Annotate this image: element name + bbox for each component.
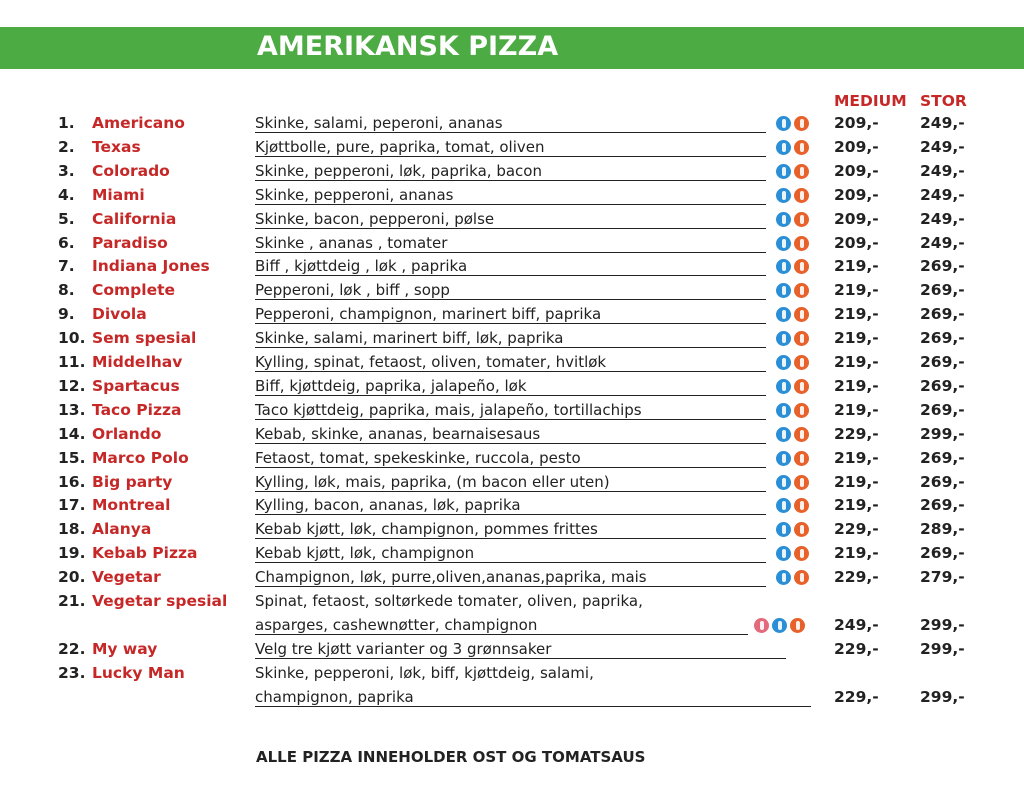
allergen-orange-icon xyxy=(794,498,809,513)
allergen-icons xyxy=(776,427,809,442)
price-stor: 269,- xyxy=(920,401,965,419)
footer-note: ALLE PIZZA INNEHOLDER OST OG TOMATSAUS xyxy=(256,748,646,766)
menu-item xyxy=(0,114,1024,138)
allergen-icons xyxy=(776,522,809,537)
allergen-blue-icon xyxy=(776,259,791,274)
price-medium: 209,- xyxy=(834,234,879,252)
item-description: Champignon, løk, purre,oliven,ananas,paprika, mais xyxy=(255,568,766,587)
menu-item-vegetar-spesial xyxy=(0,592,1024,616)
menu-item-lucky-man-line-2 xyxy=(0,688,1024,712)
item-name: My way xyxy=(92,640,158,658)
item-number: 4. xyxy=(58,186,75,204)
price-stor: 299,- xyxy=(920,640,965,658)
price-medium: 219,- xyxy=(834,473,879,491)
item-number: 8. xyxy=(58,281,75,299)
item-description: Skinke, salami, marinert biff, løk, paprika xyxy=(255,329,766,348)
menu-item xyxy=(0,353,1024,377)
title-banner xyxy=(0,27,1024,69)
item-number: 11. xyxy=(58,353,86,371)
item-description-line-2: champignon, paprika xyxy=(255,688,811,707)
item-name: Big party xyxy=(92,473,173,491)
item-description: Fetaost, tomat, spekeskinke, ruccola, pesto xyxy=(255,449,766,468)
allergen-orange-icon xyxy=(794,212,809,227)
price-medium: 219,- xyxy=(834,329,879,347)
allergen-orange-icon xyxy=(794,283,809,298)
price-medium: 209,- xyxy=(834,186,879,204)
item-description: Taco kjøttdeig, paprika, mais, jalapeño, tortillachips xyxy=(255,401,766,420)
price-medium: 219,- xyxy=(834,305,879,323)
item-number: 13. xyxy=(58,401,86,419)
item-name: Middelhav xyxy=(92,353,183,371)
allergen-orange-icon xyxy=(794,164,809,179)
item-description: Pepperoni, løk , biff , sopp xyxy=(255,281,766,300)
allergen-orange-icon xyxy=(794,236,809,251)
menu-item xyxy=(0,520,1024,544)
price-medium: 229,- xyxy=(834,688,879,706)
price-medium: 209,- xyxy=(834,138,879,156)
allergen-blue-icon xyxy=(776,212,791,227)
item-name: Vegetar xyxy=(92,568,161,586)
item-description: Kylling, løk, mais, paprika, (m bacon eller uten) xyxy=(255,473,766,492)
price-stor: 249,- xyxy=(920,162,965,180)
item-number: 1. xyxy=(58,114,75,132)
price-stor: 269,- xyxy=(920,353,965,371)
menu-item xyxy=(0,257,1024,281)
allergen-orange-icon xyxy=(794,140,809,155)
allergen-orange-icon xyxy=(794,451,809,466)
allergen-orange-icon xyxy=(794,570,809,585)
item-name: Sem spesial xyxy=(92,329,197,347)
menu-item xyxy=(0,401,1024,425)
price-medium: 229,- xyxy=(834,520,879,538)
allergen-orange-icon xyxy=(794,331,809,346)
allergen-icons xyxy=(776,570,809,585)
page-title: AMERIKANSK PIZZA xyxy=(257,31,559,62)
item-number: 16. xyxy=(58,473,86,491)
item-name: Montreal xyxy=(92,496,171,514)
menu-item xyxy=(0,449,1024,473)
price-stor: 289,- xyxy=(920,520,965,538)
column-header-medium: MEDIUM xyxy=(834,92,907,110)
item-name: Kebab Pizza xyxy=(92,544,198,562)
item-description: Skinke, salami, peperoni, ananas xyxy=(255,114,766,133)
allergen-icons xyxy=(776,331,809,346)
allergen-orange-icon xyxy=(794,403,809,418)
price-medium: 209,- xyxy=(834,162,879,180)
allergen-blue-icon xyxy=(776,236,791,251)
item-description: Skinke, bacon, pepperoni, pølse xyxy=(255,210,766,229)
item-description-line-1: Skinke, pepperoni, løk, biff, kjøttdeig, salami, xyxy=(255,664,594,682)
menu-item xyxy=(0,186,1024,210)
allergen-blue-icon xyxy=(776,355,791,370)
item-number: 19. xyxy=(58,544,86,562)
item-name: Americano xyxy=(92,114,185,132)
price-stor: 299,- xyxy=(920,616,965,634)
price-medium: 219,- xyxy=(834,377,879,395)
allergen-blue-icon xyxy=(776,379,791,394)
allergen-icons xyxy=(776,236,809,251)
item-description: Pepperoni, champignon, marinert biff, paprika xyxy=(255,305,766,324)
allergen-icons xyxy=(776,451,809,466)
item-name: Taco Pizza xyxy=(92,401,182,419)
allergen-pink-icon xyxy=(754,618,769,633)
allergen-icons xyxy=(776,498,809,513)
item-number: 22. xyxy=(58,640,86,658)
item-name: Divola xyxy=(92,305,147,323)
item-number: 7. xyxy=(58,257,75,275)
allergen-blue-icon xyxy=(776,188,791,203)
item-description: Velg tre kjøtt varianter og 3 grønnsaker xyxy=(255,640,786,659)
menu-item xyxy=(0,329,1024,353)
price-stor: 249,- xyxy=(920,210,965,228)
item-number: 2. xyxy=(58,138,75,156)
allergen-blue-icon xyxy=(776,475,791,490)
allergen-blue-icon xyxy=(776,570,791,585)
item-name: California xyxy=(92,210,177,228)
item-number: 9. xyxy=(58,305,75,323)
allergen-icons xyxy=(776,379,809,394)
item-name: Colorado xyxy=(92,162,170,180)
item-description: Kebab kjøtt, løk, champignon xyxy=(255,544,766,563)
item-name: Orlando xyxy=(92,425,162,443)
price-stor: 269,- xyxy=(920,473,965,491)
allergen-icons xyxy=(776,355,809,370)
menu-item xyxy=(0,210,1024,234)
price-medium: 219,- xyxy=(834,449,879,467)
allergen-orange-icon xyxy=(794,355,809,370)
menu-item xyxy=(0,162,1024,186)
item-name: Miami xyxy=(92,186,145,204)
price-stor: 299,- xyxy=(920,425,965,443)
item-description: Biff, kjøttdeig, paprika, jalapeño, løk xyxy=(255,377,766,396)
allergen-icons xyxy=(776,188,809,203)
menu-item xyxy=(0,234,1024,258)
allergen-icons xyxy=(754,618,805,633)
price-stor: 279,- xyxy=(920,568,965,586)
allergen-blue-icon xyxy=(776,498,791,513)
allergen-icons xyxy=(776,116,809,131)
item-name: Complete xyxy=(92,281,176,299)
item-description-line-1: Spinat, fetaost, soltørkede tomater, oliven, paprika, xyxy=(255,592,643,610)
allergen-orange-icon xyxy=(794,307,809,322)
item-number: 10. xyxy=(58,329,86,347)
menu-item xyxy=(0,544,1024,568)
menu-item-vegetar-spesial-line-2 xyxy=(0,616,1024,640)
price-medium: 219,- xyxy=(834,401,879,419)
item-number: 3. xyxy=(58,162,75,180)
menu-item xyxy=(0,568,1024,592)
allergen-icons xyxy=(776,307,809,322)
allergen-icons xyxy=(776,403,809,418)
menu-item xyxy=(0,425,1024,449)
price-stor: 269,- xyxy=(920,544,965,562)
item-number: 15. xyxy=(58,449,86,467)
price-stor: 269,- xyxy=(920,281,965,299)
item-description: Kebab kjøtt, løk, champignon, pommes frittes xyxy=(255,520,766,539)
item-description: Skinke, pepperoni, løk, paprika, bacon xyxy=(255,162,766,181)
price-medium: 219,- xyxy=(834,353,879,371)
allergen-icons xyxy=(776,259,809,274)
column-header-stor: STOR xyxy=(920,92,967,110)
allergen-orange-icon xyxy=(790,618,805,633)
item-number: 20. xyxy=(58,568,86,586)
allergen-orange-icon xyxy=(794,475,809,490)
allergen-icons xyxy=(776,140,809,155)
allergen-blue-icon xyxy=(776,427,791,442)
menu-item xyxy=(0,473,1024,497)
allergen-blue-icon xyxy=(776,116,791,131)
item-number: 17. xyxy=(58,496,86,514)
price-medium: 219,- xyxy=(834,496,879,514)
item-description: Kylling, bacon, ananas, løk, paprika xyxy=(255,496,766,515)
allergen-icons xyxy=(776,212,809,227)
allergen-blue-icon xyxy=(776,331,791,346)
allergen-orange-icon xyxy=(794,427,809,442)
price-stor: 269,- xyxy=(920,449,965,467)
price-stor: 249,- xyxy=(920,114,965,132)
item-description: Biff , kjøttdeig , løk , paprika xyxy=(255,257,766,276)
price-medium: 219,- xyxy=(834,281,879,299)
menu-item xyxy=(0,281,1024,305)
price-medium: 229,- xyxy=(834,425,879,443)
price-medium: 249,- xyxy=(834,616,879,634)
item-number: 6. xyxy=(58,234,75,252)
item-description: Kebab, skinke, ananas, bearnaisesaus xyxy=(255,425,766,444)
price-stor: 269,- xyxy=(920,305,965,323)
item-name: Lucky Man xyxy=(92,664,185,682)
allergen-blue-icon xyxy=(776,164,791,179)
price-medium: 229,- xyxy=(834,640,879,658)
item-name: Spartacus xyxy=(92,377,180,395)
item-description: Kylling, spinat, fetaost, oliven, tomater, hvitløk xyxy=(255,353,766,372)
price-stor: 249,- xyxy=(920,138,965,156)
allergen-orange-icon xyxy=(794,188,809,203)
item-number: 18. xyxy=(58,520,86,538)
allergen-blue-icon xyxy=(772,618,787,633)
item-description-line-2: asparges, cashewnøtter, champignon xyxy=(255,616,748,635)
price-stor: 249,- xyxy=(920,234,965,252)
item-name: Vegetar spesial xyxy=(92,592,228,610)
item-number: 12. xyxy=(58,377,86,395)
menu-item xyxy=(0,496,1024,520)
item-number: 23. xyxy=(58,664,86,682)
allergen-blue-icon xyxy=(776,546,791,561)
price-stor: 269,- xyxy=(920,257,965,275)
item-description: Skinke , ananas , tomater xyxy=(255,234,766,253)
item-name: Texas xyxy=(92,138,141,156)
item-name: Marco Polo xyxy=(92,449,189,467)
allergen-blue-icon xyxy=(776,307,791,322)
item-number: 5. xyxy=(58,210,75,228)
price-stor: 269,- xyxy=(920,496,965,514)
allergen-orange-icon xyxy=(794,116,809,131)
price-medium: 209,- xyxy=(834,210,879,228)
item-description: Skinke, pepperoni, ananas xyxy=(255,186,766,205)
allergen-icons xyxy=(776,546,809,561)
allergen-orange-icon xyxy=(794,546,809,561)
price-medium: 209,- xyxy=(834,114,879,132)
price-stor: 269,- xyxy=(920,377,965,395)
menu-item xyxy=(0,377,1024,401)
item-number: 21. xyxy=(58,592,86,610)
allergen-orange-icon xyxy=(794,379,809,394)
allergen-orange-icon xyxy=(794,259,809,274)
item-name: Indiana Jones xyxy=(92,257,210,275)
menu-item-my-way xyxy=(0,640,1024,664)
price-stor: 249,- xyxy=(920,186,965,204)
menu-item xyxy=(0,305,1024,329)
item-description: Kjøttbolle, pure, paprika, tomat, oliven xyxy=(255,138,766,157)
allergen-icons xyxy=(776,164,809,179)
allergen-orange-icon xyxy=(794,522,809,537)
price-stor: 299,- xyxy=(920,688,965,706)
price-stor: 269,- xyxy=(920,329,965,347)
price-medium: 219,- xyxy=(834,257,879,275)
allergen-icons xyxy=(776,283,809,298)
item-name: Alanya xyxy=(92,520,152,538)
price-medium: 219,- xyxy=(834,544,879,562)
allergen-blue-icon xyxy=(776,522,791,537)
allergen-blue-icon xyxy=(776,451,791,466)
price-medium: 229,- xyxy=(834,568,879,586)
allergen-icons xyxy=(776,475,809,490)
allergen-blue-icon xyxy=(776,140,791,155)
allergen-blue-icon xyxy=(776,403,791,418)
menu-item xyxy=(0,138,1024,162)
item-number: 14. xyxy=(58,425,86,443)
item-name: Paradiso xyxy=(92,234,168,252)
allergen-blue-icon xyxy=(776,283,791,298)
menu-item-lucky-man xyxy=(0,664,1024,688)
